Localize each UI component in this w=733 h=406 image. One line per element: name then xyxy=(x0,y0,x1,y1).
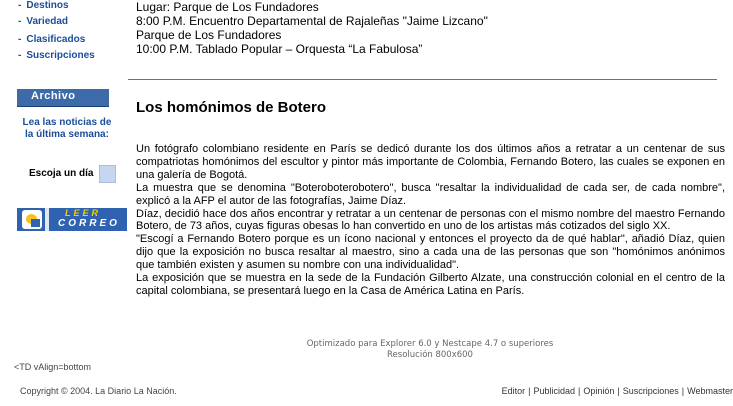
leer-label: LEER xyxy=(65,208,102,218)
article-body xyxy=(136,143,725,298)
article-paragraph: Un fotógrafo colombiano residente en París se dedicó durante los dos últimos años a retratar a un centenar de sus compatriotas homónimos del escultor y pintor más importante de Colombia, Fernando Botero, las cuales se exponen en una galería de Bogotá. xyxy=(136,143,725,181)
event-line: Lugar: Parque de Los Fundadores xyxy=(136,0,319,14)
footer-link-editor[interactable]: Editor xyxy=(501,386,526,396)
sidebar-link-suscripciones[interactable]: - Suscripciones xyxy=(18,50,95,61)
article-paragraph: La muestra que se denomina "Boteroboterobotero", busca "resaltar la individualidad de cada ser, de cada nombre", explicó a la AFP el autor de las fotografías, Jaime Díaz. xyxy=(136,181,725,207)
footer-link-suscripciones[interactable]: Suscripciones xyxy=(622,386,679,396)
footer-links: Editor | Publicidad | Opinión | Suscripciones | Webmaster xyxy=(501,386,733,396)
browser-note xyxy=(260,339,600,361)
day-picker-button[interactable] xyxy=(99,165,116,183)
mail-logo-icon xyxy=(22,210,42,229)
article-title: Los homónimos de Botero xyxy=(136,99,327,116)
copyright: Copyright © 2004. La Diario La Nación. xyxy=(20,386,177,396)
archive-header xyxy=(17,89,109,107)
event-line: Parque de Los Fundadores xyxy=(136,28,282,42)
sidebar-link-label: Destinos xyxy=(26,0,69,11)
sidebar-link-variedad[interactable]: - Variedad xyxy=(18,16,69,27)
footer-link-webmaster[interactable]: Webmaster xyxy=(687,386,733,396)
browser-note-line: Optimizado para Explorer 6.0 y Nestcape 4.7 o superiores xyxy=(306,339,554,349)
sidebar-link-label: Variedad xyxy=(26,16,69,27)
correo-label: CORREO xyxy=(58,218,120,229)
archive-note: Lea las noticias de la última semana: xyxy=(22,117,112,140)
archive-title: Archivo xyxy=(31,90,76,102)
event-line: 10:00 P.M. Tablado Popular – Orquesta “La Fabulosa” xyxy=(136,42,423,56)
sidebar-link-label: Suscripciones xyxy=(26,50,95,61)
article-paragraph: La exposición que se muestra en la sede de la Fundación Gilberto Alzate, una construcción colonial en el centro de la capital colombiana, se presentará luego en la Casa de América Latina en París. xyxy=(136,272,725,297)
resolution-note-line: Resolución 800x600 xyxy=(387,350,473,360)
footer-link-publicidad[interactable]: Publicidad xyxy=(533,386,576,396)
section-divider xyxy=(128,79,717,80)
stray-html-text: <TD vAlign=bottom xyxy=(14,362,92,372)
day-picker-label: Escoja un día xyxy=(29,168,94,179)
article-paragraph: Díaz, decidió hace dos años encontrar y retratar a un centenar de personas con el mismo nombre del maestro Fernando Botero, de 73 años, cuyas figuras obesas lo han convertido en uno de los artistas más cotizados del siglo XX. xyxy=(136,207,725,233)
leer-correo-button[interactable] xyxy=(17,208,127,231)
sidebar-link-label: Clasificados xyxy=(26,34,86,45)
article-paragraph: "Escogí a Fernando Botero porque es un ícono nacional y entonces el proyecto da de qué hablar", añadió Díaz, quien dijo que la exposición no busca resaltar al maestro, sino a cada una de las personas que son "homónimos anónimos que también existen y asumen su nombre con una individualidad". xyxy=(136,233,725,272)
event-line: 8:00 P.M. Encuentro Departamental de Rajaleñas "Jaime Lizcano" xyxy=(136,14,488,28)
sidebar-link-destinos[interactable]: - Destinos xyxy=(18,0,69,11)
footer-link-opinion[interactable]: Opinión xyxy=(583,386,615,396)
sidebar-link-clasificados[interactable]: - Clasificados xyxy=(18,34,86,45)
